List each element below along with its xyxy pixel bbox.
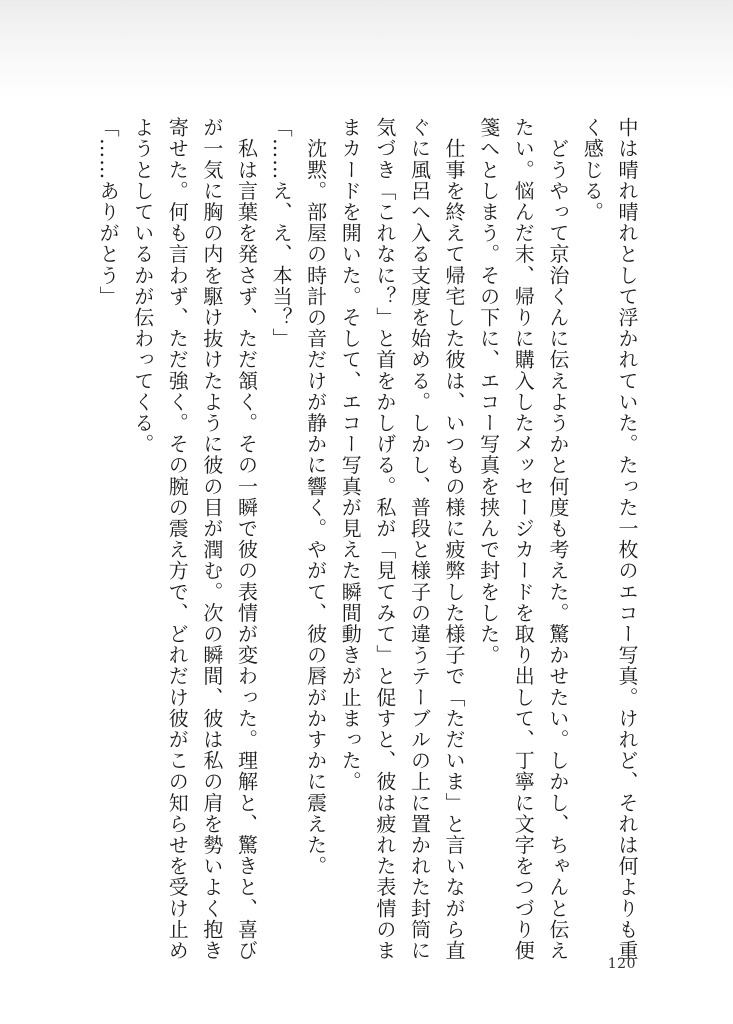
text-line: たい。悩んだ末、帰りに購入したメッセージカードを取り出して、丁寧に文字をつづり便 [511,117,536,961]
novel-text-block [91,117,645,961]
page-number: 120 [607,956,636,972]
text-line: ぐに風呂へ入る支度を始める。しかし、普段と様子の違うテーブルの上に置かれた封筒に [407,117,432,961]
text-line: ようとしているかが伝わってくる。 [130,117,155,455]
text-line: が一気に胸の内を駆け抜けたように彼の目が潤む。次の瞬間、彼は私の肩を勢いよく抱き [199,117,224,961]
text-line: どうやって京治くんに伝えようかと何度も考えた。驚かせたい。しかし、ちゃんと伝え [545,117,570,961]
text-line: 気づき「これなに？」と首をかしげる。私が「見てみて」と促すと、彼は疲れた表情のま [372,117,397,961]
text-line: く感じる。 [580,117,605,223]
page-top-shadow [0,0,733,100]
text-line: 「……え、え、本当？」 [269,117,294,350]
text-line: 「……ありがとう」 [96,117,121,307]
text-line: 仕事を終えて帰宅した彼は、いつもの様に疲弊した様子で「ただいま」と言いながら直 [442,117,467,961]
text-line: まカードを開いた。そして、エコー写真が見えた瞬間動きが止まった。 [338,117,363,793]
text-line: 私は言葉を発さず、ただ頷く。その一瞬で彼の表情が変わった。理解と、驚きと、喜び [234,117,259,961]
text-line: 沈黙。部屋の時計の音だけが静かに響く。やがて、彼の唇がかすかに震えた。 [303,117,328,877]
text-line: 箋へとしまう。その下に、エコー写真を挟んで封をした。 [476,117,501,666]
text-line: 寄せた。何も言わず、ただ強く。その腕の震え方で、どれだけ彼がこの知らせを受け止め [165,117,190,961]
text-line: 中は晴れ晴れとして浮かれていた。たった一枚のエコー写真。けれど、それは何よりも重 [615,117,639,961]
